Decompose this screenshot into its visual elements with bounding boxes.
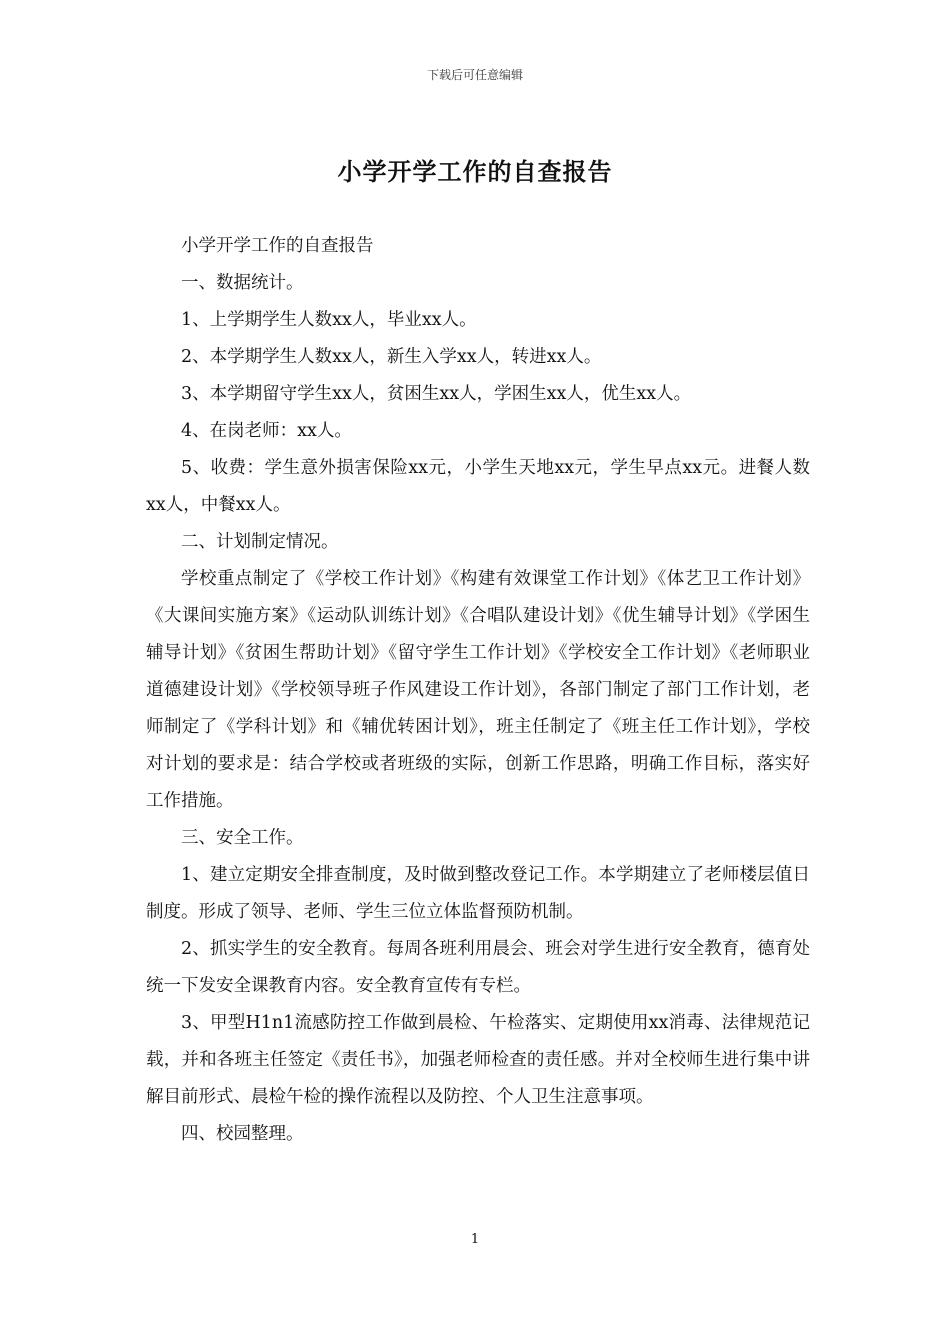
paragraph: 一、数据统计。 xyxy=(181,273,304,293)
paragraph: 5、收费：学生意外损害保险xx元，小学生天地xx元，学生早点xx元。进餐人数xx人，中餐xx人。 xyxy=(146,458,810,515)
paragraph: 四、校园整理。 xyxy=(181,1124,304,1144)
paragraph: 三、安全工作。 xyxy=(181,828,304,848)
paragraph: 4、在岗老师：xx人。 xyxy=(181,421,352,441)
paragraph: 1、建立定期安全排查制度，及时做到整改登记工作。本学期建立了老师楼层值日制度。形成了领导、老师、学生三位立体监督预防机制。 xyxy=(146,865,810,922)
paragraph: 1、上学期学生人数xx人，毕业xx人。 xyxy=(181,310,477,330)
paragraph: 2、本学期学生人数xx人，新生入学xx人，转进xx人。 xyxy=(181,347,602,367)
document-title: 小学开学工作的自查报告 xyxy=(337,157,613,186)
paragraph: 2、抓实学生的安全教育。每周各班利用晨会、班会对学生进行安全教育，德育处统一下发安全课教育内容。安全教育宣传有专栏。 xyxy=(146,939,810,996)
page-number: 1 xyxy=(470,1232,480,1247)
paragraph: 小学开学工作的自查报告 xyxy=(181,236,374,256)
paragraph: 3、甲型H1n1流感防控工作做到晨检、午检落实、定期使用xx消毒、法律规范记载，并和各班主任签定《责任书》，加强老师检查的责任感。并对全校师生进行集中讲解目前形式、晨检午检的操作流程以及防控、个人卫生注意事项。 xyxy=(146,1013,810,1107)
page-header-note: 下载后可任意编辑 xyxy=(426,68,523,82)
paragraph: 二、计划制定情况。 xyxy=(181,532,339,552)
paragraph: 学校重点制定了《学校工作计划》《构建有效课堂工作计划》《体艺卫工作计划》《大课间实施方案》《运动队训练计划》《合唱队建设计划》《优生辅导计划》《学困生辅导计划》《贫困生帮助计划》《留守学生工作计划》《学校安全工作计划》《老师职业道德建设计划》《学校领导班子作风建设工作计划》，各部门制定了部门工作计划，老师制定了《学科计划》和《辅优转困计划》，班主任制定了《班主任工作计划》，学校对计划的要求是：结合学校或者班级的实际，创新工作思路，明确工作目标，落实好工作措施。 xyxy=(146,569,810,811)
paragraph: 3、本学期留守学生xx人，贫困生xx人，学困生xx人，优生xx人。 xyxy=(181,384,692,404)
document-body xyxy=(146,228,810,1153)
